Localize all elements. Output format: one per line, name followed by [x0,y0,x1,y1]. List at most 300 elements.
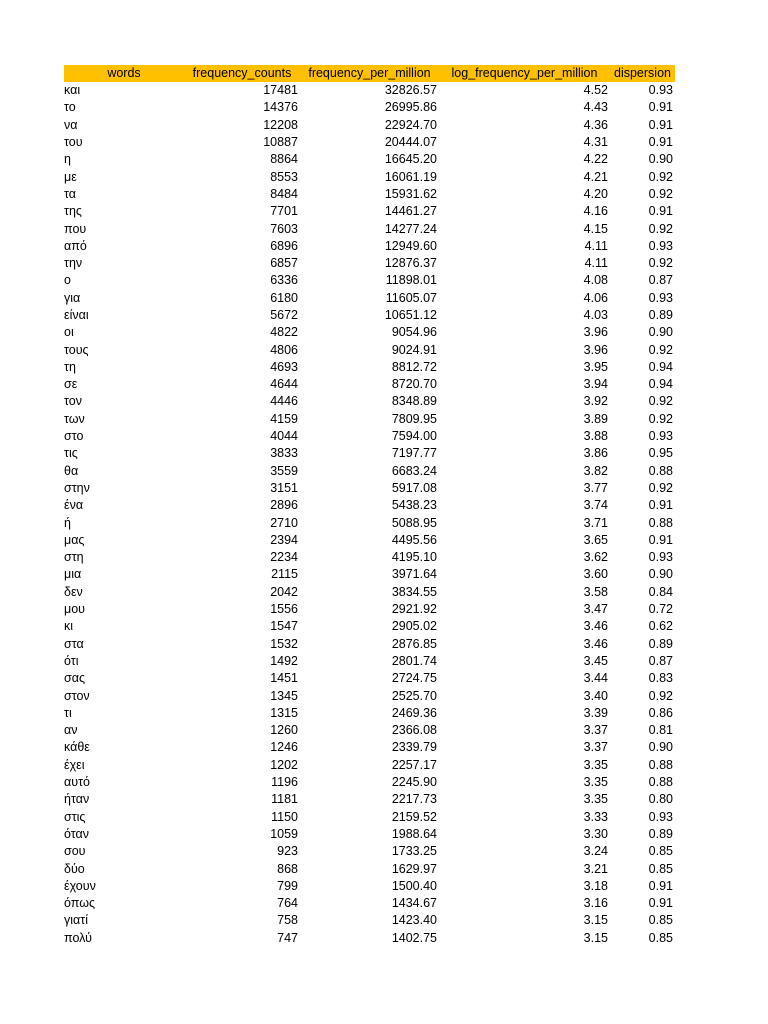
cell-frequency-counts: 1181 [271,792,298,807]
table-row [64,272,675,289]
cell-log-frequency: 3.95 [583,359,608,374]
cell-word: στα [64,636,84,651]
cell-log-frequency: 3.92 [583,394,608,409]
cell-word: να [64,117,78,132]
cell-frequency-counts: 1059 [270,826,298,841]
cell-frequency-per-million: 8348.89 [391,394,437,409]
cell-word: γιατί [64,913,88,928]
header-dispersion: dispersion [610,65,675,82]
cell-frequency-counts: 1492 [270,653,298,668]
cell-frequency-per-million: 1423.40 [391,913,437,928]
cell-dispersion: 0.90 [648,152,673,167]
cell-dispersion: 0.91 [648,498,673,513]
cell-word: ότι [64,653,79,668]
table-row [64,860,675,877]
cell-frequency-per-million: 4495.56 [391,532,437,547]
table-row [64,687,675,704]
cell-dispersion: 0.84 [648,584,673,599]
cell-dispersion: 0.87 [648,273,673,288]
cell-frequency-counts: 6896 [270,238,298,253]
cell-frequency-counts: 6180 [270,290,298,305]
cell-word: είναι [64,308,89,322]
cell-dispersion: 0.89 [648,308,673,322]
cell-log-frequency: 3.71 [583,515,608,530]
cell-frequency-counts: 7701 [270,204,298,219]
cell-frequency-counts: 3559 [270,463,298,478]
cell-word: το [64,100,76,115]
cell-frequency-counts: 923 [277,844,298,859]
table-row [64,134,675,151]
cell-log-frequency: 4.21 [583,169,608,184]
table-row [64,757,675,774]
cell-dispersion: 0.85 [648,861,673,876]
cell-log-frequency: 3.96 [583,342,608,357]
table-row [64,895,675,912]
cell-word: ήταν [64,792,90,807]
cell-frequency-per-million: 2245.90 [391,775,437,790]
cell-dispersion: 0.93 [648,809,673,824]
cell-dispersion: 0.93 [648,550,673,565]
cell-frequency-counts: 7603 [270,221,298,236]
cell-word: και [64,83,81,98]
cell-dispersion: 0.92 [648,411,673,426]
cell-dispersion: 0.86 [648,705,673,720]
cell-word: θα [64,463,79,478]
cell-word: τους [64,342,89,357]
cell-frequency-per-million: 2159.52 [391,809,437,824]
cell-log-frequency: 3.88 [583,429,608,444]
table-row [64,463,675,480]
cell-log-frequency: 4.03 [583,308,608,322]
cell-frequency-counts: 1532 [270,636,298,651]
table-row [64,151,675,168]
cell-frequency-counts: 758 [277,913,298,928]
cell-frequency-per-million: 1434.67 [391,896,437,911]
table-row [64,912,675,929]
table-row [64,618,675,635]
cell-frequency-per-million: 11605.07 [385,290,437,305]
cell-frequency-counts: 17481 [263,83,298,98]
cell-word: μας [64,532,85,547]
cell-frequency-per-million: 2876.85 [391,636,437,651]
table-row [64,653,675,670]
cell-log-frequency: 3.33 [583,809,608,824]
table-row [64,324,675,341]
cell-log-frequency: 4.11 [584,256,608,271]
cell-log-frequency: 3.82 [583,463,608,478]
cell-frequency-per-million: 1500.40 [391,878,437,893]
table-body [64,82,675,947]
cell-dispersion: 0.92 [648,256,673,271]
cell-frequency-per-million: 2469.36 [391,705,437,720]
table-row [64,930,675,947]
cell-frequency-counts: 4806 [270,342,298,357]
cell-word: τα [64,186,76,201]
cell-word: με [64,169,77,184]
cell-frequency-per-million: 2525.70 [391,688,437,703]
cell-frequency-counts: 1260 [270,723,298,738]
table-row [64,791,675,808]
cell-word: αν [64,723,78,738]
cell-frequency-per-million: 2921.92 [391,602,437,617]
cell-frequency-counts: 4693 [270,359,298,374]
table-row [64,584,675,601]
cell-frequency-counts: 2394 [270,532,298,547]
cell-frequency-per-million: 1629.97 [391,861,437,876]
cell-frequency-per-million: 11898.01 [385,273,437,288]
cell-frequency-counts: 12208 [263,117,298,132]
table-row [64,670,675,687]
table-row [64,843,675,860]
cell-dispersion: 0.62 [648,619,673,634]
cell-word: μια [64,567,82,582]
cell-frequency-counts: 1315 [270,705,298,720]
cell-frequency-counts: 1451 [270,671,298,686]
table-row [64,341,675,358]
cell-log-frequency: 3.37 [583,740,608,755]
table-row [64,307,675,324]
table-row [64,117,675,134]
cell-dispersion: 0.91 [648,532,673,547]
cell-log-frequency: 4.43 [583,100,608,115]
cell-word: στην [64,480,90,495]
cell-frequency-per-million: 6683.24 [391,463,437,478]
cell-word: σε [64,377,78,392]
cell-frequency-per-million: 12949.60 [384,238,437,253]
cell-frequency-counts: 14376 [263,100,298,115]
cell-frequency-counts: 1345 [270,688,298,703]
cell-log-frequency: 3.65 [583,532,608,547]
cell-log-frequency: 4.08 [583,273,608,288]
cell-log-frequency: 3.96 [583,325,608,340]
cell-log-frequency: 3.44 [583,671,608,686]
cell-log-frequency: 3.94 [583,377,608,392]
cell-dispersion: 0.92 [648,169,673,184]
cell-frequency-per-million: 2905.02 [391,619,437,634]
cell-log-frequency: 3.35 [583,757,608,772]
cell-dispersion: 0.87 [648,653,673,668]
cell-frequency-counts: 4446 [270,394,298,409]
cell-log-frequency: 3.60 [583,567,608,582]
cell-word: τι [64,705,72,720]
table-row [64,514,675,531]
cell-frequency-counts: 6336 [270,273,298,288]
cell-frequency-per-million: 7197.77 [391,446,437,461]
cell-dispersion: 0.89 [648,826,673,841]
cell-frequency-counts: 1246 [270,740,298,755]
cell-frequency-counts: 868 [277,861,298,876]
table-row [64,705,675,722]
header-words: words [64,65,184,82]
cell-word: έχει [64,757,85,772]
cell-dispersion: 0.89 [648,636,673,651]
table-row [64,878,675,895]
cell-frequency-counts: 4644 [270,377,298,392]
cell-frequency-counts: 8484 [270,186,298,201]
cell-word: μου [64,602,85,617]
cell-frequency-counts: 1202 [270,757,298,772]
cell-frequency-counts: 1196 [271,775,298,790]
cell-log-frequency: 4.20 [583,186,608,201]
cell-frequency-counts: 3151 [270,480,298,495]
header-frequency-per-million: frequency_per_million [300,65,439,82]
cell-frequency-per-million: 4195.10 [391,550,437,565]
table-row [64,549,675,566]
table-row [64,359,675,376]
cell-dispersion: 0.93 [648,238,673,253]
cell-log-frequency: 3.74 [583,498,608,513]
table-row [64,566,675,583]
cell-word: της [64,204,82,219]
cell-frequency-per-million: 2724.75 [391,671,437,686]
cell-frequency-per-million: 1988.64 [391,826,437,841]
cell-log-frequency: 3.18 [583,878,608,893]
cell-dispersion: 0.92 [648,394,673,409]
cell-dispersion: 0.92 [648,688,673,703]
cell-log-frequency: 3.39 [583,705,608,720]
cell-frequency-per-million: 5917.08 [391,480,437,495]
header-frequency-counts: frequency_counts [184,65,300,82]
table-row [64,445,675,462]
cell-word: ένα [64,498,84,513]
table-row [64,601,675,618]
cell-log-frequency: 4.16 [583,204,608,219]
cell-frequency-per-million: 2257.17 [391,757,437,772]
table-row [64,480,675,497]
cell-frequency-counts: 764 [277,896,298,911]
cell-word: στον [64,688,90,703]
cell-dispersion: 0.91 [648,117,673,132]
cell-frequency-per-million: 5088.95 [391,515,437,530]
cell-dispersion: 0.93 [648,429,673,444]
cell-word: κι [64,619,74,634]
cell-log-frequency: 3.89 [583,411,608,426]
cell-word: στη [64,550,84,565]
table-row [64,774,675,791]
cell-log-frequency: 3.15 [583,930,608,945]
cell-word: τη [64,359,76,374]
cell-word: από [64,238,87,253]
cell-dispersion: 0.91 [648,100,673,115]
cell-frequency-per-million: 20444.07 [384,135,437,150]
cell-word: ο [64,273,71,288]
cell-log-frequency: 3.15 [583,913,608,928]
cell-frequency-counts: 8864 [270,152,298,167]
table-row [64,739,675,756]
table-row [64,255,675,272]
table-row [64,220,675,237]
cell-frequency-per-million: 1733.25 [391,844,437,859]
cell-log-frequency: 3.86 [583,446,608,461]
cell-frequency-per-million: 8720.70 [391,377,437,392]
cell-dispersion: 0.85 [648,844,673,859]
table-row [64,532,675,549]
cell-frequency-counts: 2042 [270,584,298,599]
cell-log-frequency: 3.16 [583,896,608,911]
cell-frequency-counts: 10887 [263,135,298,150]
cell-word: δύο [64,861,85,876]
cell-dispersion: 0.91 [648,135,673,150]
cell-log-frequency: 4.52 [583,83,608,98]
cell-dispersion: 0.92 [648,186,673,201]
cell-frequency-counts: 4822 [270,325,298,340]
cell-word: σας [64,671,85,686]
cell-dispersion: 0.92 [648,342,673,357]
cell-word: στο [64,429,84,444]
table-row [64,203,675,220]
cell-log-frequency: 3.37 [583,723,608,738]
cell-dispersion: 0.93 [648,83,673,98]
cell-frequency-per-million: 9024.91 [391,342,437,357]
cell-log-frequency: 3.58 [583,584,608,599]
cell-dispersion: 0.88 [648,775,673,790]
cell-log-frequency: 3.46 [583,636,608,651]
cell-dispersion: 0.90 [648,567,673,582]
table-row [64,290,675,307]
cell-dispersion: 0.80 [648,792,673,807]
cell-word: τις [64,446,78,461]
cell-dispersion: 0.88 [648,757,673,772]
cell-dispersion: 0.91 [648,878,673,893]
cell-frequency-counts: 2234 [270,550,298,565]
cell-frequency-per-million: 26995.86 [384,100,437,115]
cell-dispersion: 0.90 [648,740,673,755]
cell-frequency-per-million: 3834.55 [391,584,437,599]
cell-word: του [64,135,83,150]
table-row [64,186,675,203]
cell-frequency-per-million: 5438.23 [391,498,437,513]
cell-word: στις [64,809,86,824]
table-row [64,238,675,255]
cell-dispersion: 0.92 [648,480,673,495]
cell-word: πολύ [64,930,92,945]
cell-word: έχουν [64,878,96,893]
cell-frequency-counts: 1556 [270,602,298,617]
cell-log-frequency: 4.06 [583,290,608,305]
cell-dispersion: 0.72 [648,602,673,617]
cell-dispersion: 0.88 [648,515,673,530]
cell-dispersion: 0.88 [648,463,673,478]
table-row [64,497,675,514]
table-row [64,82,675,99]
cell-frequency-per-million: 2217.73 [391,792,437,807]
table-row [64,393,675,410]
cell-frequency-counts: 1150 [271,809,298,824]
cell-frequency-per-million: 7809.95 [391,411,437,426]
cell-dispersion: 0.95 [648,446,673,461]
table-row [64,636,675,653]
spreadsheet [64,65,675,947]
cell-word: οι [64,325,74,340]
cell-log-frequency: 3.77 [583,480,608,495]
cell-frequency-counts: 2896 [270,498,298,513]
cell-frequency-counts: 4159 [270,411,298,426]
cell-log-frequency: 4.15 [583,221,608,236]
table-row [64,168,675,185]
cell-frequency-per-million: 1402.75 [391,930,437,945]
table-row [64,826,675,843]
cell-dispersion: 0.92 [648,221,673,236]
table-row [64,428,675,445]
cell-frequency-per-million: 16645.20 [384,152,437,167]
cell-log-frequency: 3.24 [583,844,608,859]
cell-frequency-per-million: 2801.74 [391,653,437,668]
cell-dispersion: 0.94 [648,377,673,392]
cell-word: των [64,411,85,426]
cell-log-frequency: 3.30 [583,826,608,841]
cell-frequency-per-million: 32826.57 [384,83,437,98]
cell-dispersion: 0.83 [648,671,673,686]
cell-dispersion: 0.90 [648,325,673,340]
cell-word: σου [64,844,86,859]
cell-frequency-counts: 799 [277,878,298,893]
cell-word: τον [64,394,82,409]
cell-word: που [64,221,87,236]
cell-log-frequency: 3.35 [583,792,608,807]
table-row [64,722,675,739]
cell-log-frequency: 4.31 [583,135,608,150]
table-row [64,376,675,393]
cell-frequency-per-million: 10651.12 [384,308,437,322]
cell-log-frequency: 3.45 [583,653,608,668]
cell-frequency-counts: 6857 [270,256,298,271]
cell-frequency-per-million: 16061.19 [384,169,437,184]
cell-log-frequency: 3.46 [583,619,608,634]
table-row [64,99,675,116]
cell-frequency-counts: 2115 [271,567,298,582]
cell-frequency-counts: 4044 [270,429,298,444]
cell-word: αυτό [64,775,90,790]
frequency-table [64,65,675,947]
cell-dispersion: 0.85 [648,913,673,928]
cell-frequency-counts: 8553 [270,169,298,184]
cell-dispersion: 0.85 [648,930,673,945]
cell-frequency-per-million: 14277.24 [384,221,437,236]
cell-word: ή [64,515,71,530]
cell-dispersion: 0.91 [648,204,673,219]
cell-dispersion: 0.81 [648,723,673,738]
cell-log-frequency: 3.35 [583,775,608,790]
cell-word: για [64,290,81,305]
cell-log-frequency: 3.62 [583,550,608,565]
cell-frequency-per-million: 2366.08 [391,723,437,738]
cell-frequency-per-million: 14461.27 [384,204,437,219]
cell-word: όπως [64,896,96,911]
cell-frequency-per-million: 15931.62 [384,186,437,201]
cell-dispersion: 0.93 [648,290,673,305]
header-row [64,65,675,82]
cell-log-frequency: 4.22 [583,152,608,167]
cell-frequency-per-million: 22924.70 [384,117,437,132]
cell-frequency-counts: 2710 [270,515,298,530]
cell-frequency-per-million: 9054.96 [391,325,437,340]
cell-frequency-per-million: 7594.00 [391,429,437,444]
cell-word: δεν [64,584,83,599]
cell-dispersion: 0.91 [648,896,673,911]
table-row [64,411,675,428]
cell-log-frequency: 3.47 [583,602,608,617]
table-row [64,808,675,825]
cell-word: την [64,256,83,271]
cell-frequency-per-million: 2339.79 [391,740,437,755]
cell-word: όταν [64,826,90,841]
cell-frequency-per-million: 3971.64 [391,567,437,582]
cell-log-frequency: 4.11 [584,238,608,253]
cell-word: η [64,152,71,167]
cell-frequency-counts: 5672 [270,308,298,322]
cell-log-frequency: 3.40 [583,688,608,703]
cell-frequency-per-million: 8812.72 [391,359,437,374]
